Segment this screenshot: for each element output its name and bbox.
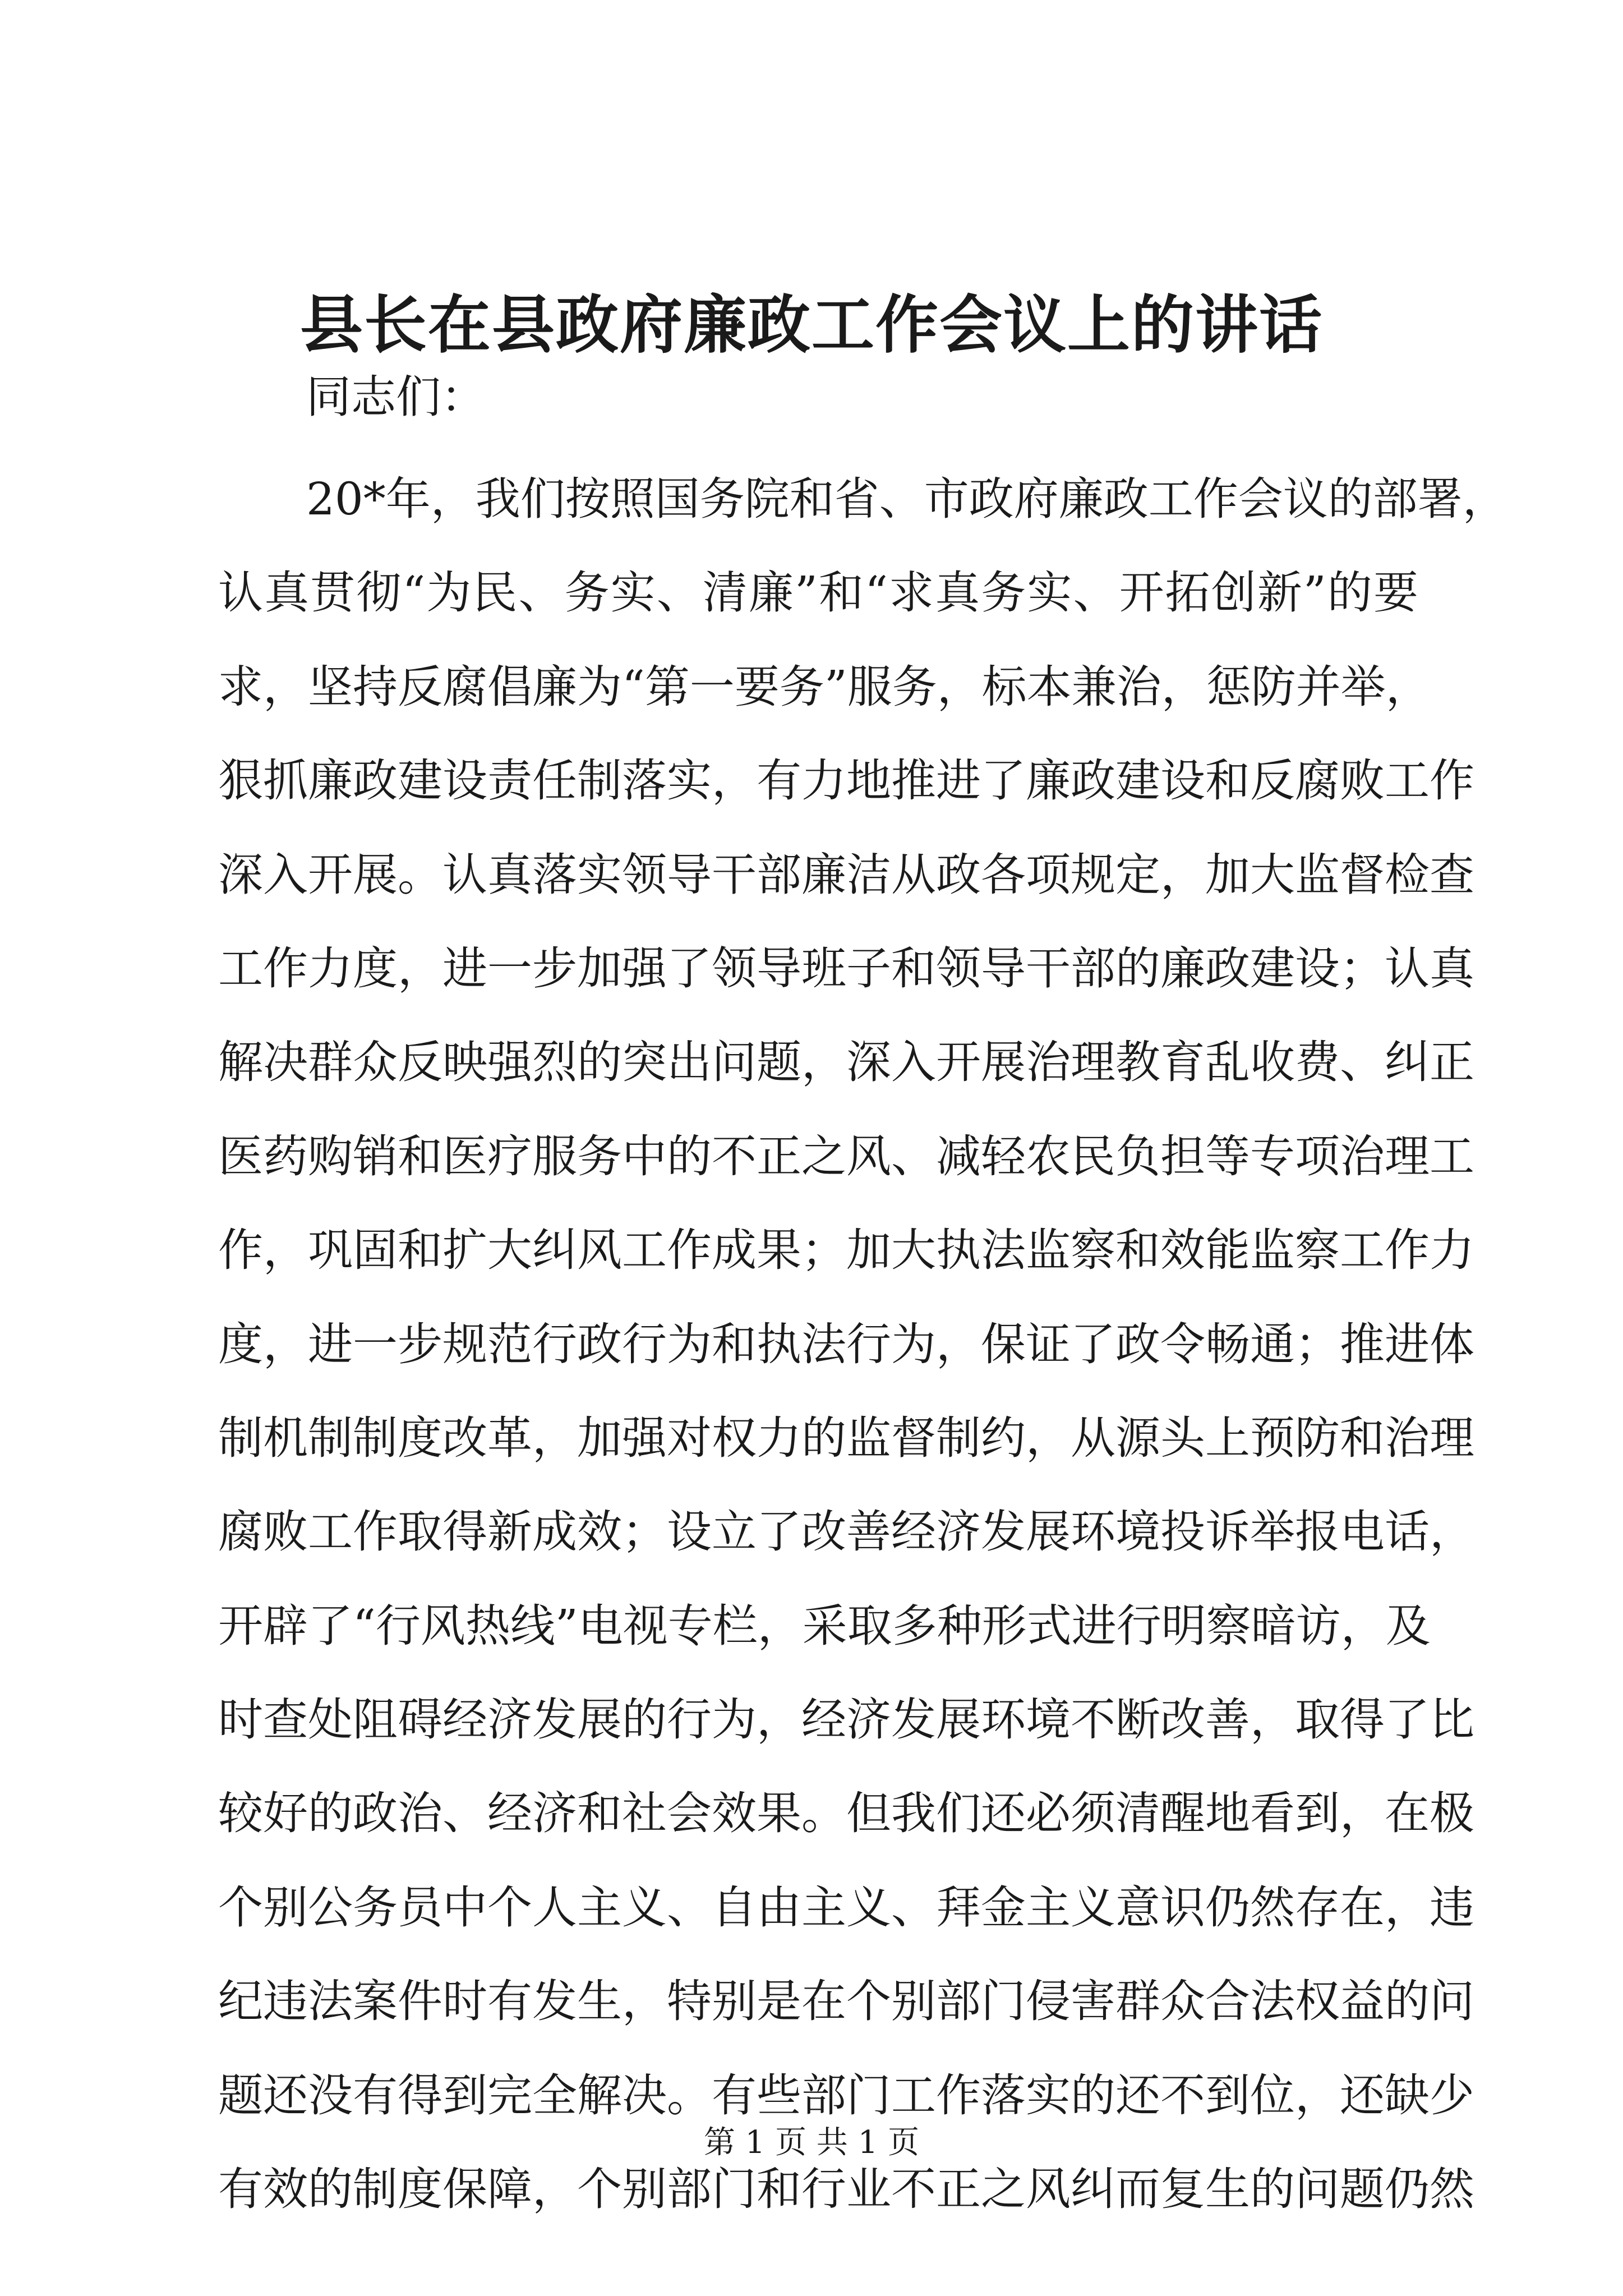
text-line: 认真贯彻“为民、务实、清廉”和“求真务实、开拓创新”的要 bbox=[218, 567, 1418, 619]
text-line: 工作力度，进一步加强了领导班子和领导干部的廉政建设；认真 bbox=[218, 942, 1474, 995]
document-title: 县长在县政府廉政工作会议上的讲话 bbox=[300, 288, 1323, 362]
page-footer: 第 1 页 共 1 页 bbox=[703, 2124, 920, 2161]
text-line: 有效的制度保障，个别部门和行业不正之风纠而复生的问题仍然 bbox=[218, 2163, 1474, 2216]
text-line: 制机制制度改革，加强对权力的监督制约，从源头上预防和治理 bbox=[218, 1411, 1474, 1464]
text-line: 纪违法案件时有发生，特别是在个别部门侵害群众合法权益的问 bbox=[218, 1975, 1474, 2028]
salutation: 同志们： bbox=[306, 371, 486, 423]
text-line: 医药购销和医疗服务中的不正之风、减轻农民负担等专项治理工 bbox=[218, 1130, 1474, 1182]
text-line: 腐败工作取得新成效；设立了改善经济发展环境投诉举报电话， bbox=[218, 1506, 1474, 1558]
text-line: 解决群众反映强烈的突出问题，深入开展治理教育乱收费、纠正 bbox=[218, 1036, 1474, 1089]
text-line: 作，巩固和扩大纠风工作成果；加大执法监察和效能监察工作力 bbox=[218, 1224, 1474, 1277]
text-line: 度，进一步规范行政行为和执法行为，保证了政令畅通；推进体 bbox=[218, 1318, 1474, 1370]
text-line: 20*年，我们按照国务院和省、市政府廉政工作会议的部署， bbox=[306, 473, 1507, 525]
body-paragraph bbox=[218, 452, 1507, 2236]
text-line: 开辟了“行风热线”电视专栏，采取多种形式进行明察暗访，及 bbox=[218, 1599, 1431, 1652]
text-line: 时查处阻碍经济发展的行为，经济发展环境不断改善，取得了比 bbox=[218, 1694, 1474, 1746]
text-line: 求，坚持反腐倡廉为“第一要务”服务，标本兼治，惩防并举， bbox=[218, 660, 1431, 713]
text-line: 题还没有得到完全解决。有些部门工作落实的还不到位，还缺少 bbox=[218, 2069, 1474, 2122]
text-line: 个别公务员中个人主义、自由主义、拜金主义意识仍然存在，违 bbox=[218, 1881, 1474, 1934]
text-line: 较好的政治、经济和社会效果。但我们还必须清醒地看到，在极 bbox=[218, 1787, 1474, 1840]
text-line: 深入开展。认真落实领导干部廉洁从政各项规定，加大监督检查 bbox=[218, 848, 1474, 901]
text-line: 狠抓廉政建设责任制落实，有力地推进了廉政建设和反腐败工作 bbox=[218, 754, 1474, 807]
